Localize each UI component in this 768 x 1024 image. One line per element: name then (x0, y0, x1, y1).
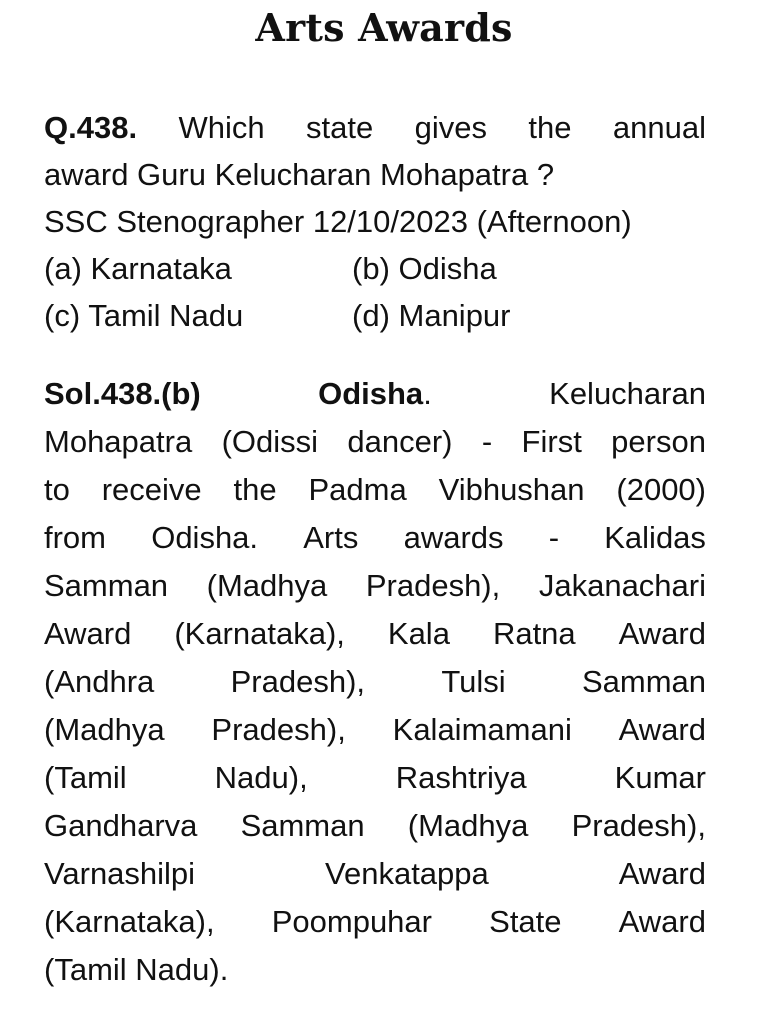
solution-word: Nadu), (214, 760, 308, 795)
solution-line (44, 514, 706, 562)
solution-line (44, 850, 706, 898)
solution-word: from (44, 520, 106, 555)
solution-word: Award (618, 712, 706, 747)
solution-last-text: (Tamil Nadu). (44, 952, 229, 987)
solution-word: Samman (240, 808, 365, 843)
solution-line (44, 466, 706, 514)
solution-label: Sol.438.(b) (44, 376, 201, 411)
solution-line (44, 754, 706, 802)
solution-word: Ratna (492, 616, 576, 651)
solution-word: Gandharva (44, 808, 198, 843)
solution-line (44, 802, 706, 850)
solution-word: Poompuhar (271, 904, 432, 939)
solution-word: (Tamil (44, 760, 127, 795)
solution-word: dancer) (347, 424, 453, 459)
solution-word: Samman (44, 568, 169, 603)
solution-word: Padma (308, 472, 407, 507)
solution-body (44, 418, 706, 946)
solution-line (44, 706, 706, 754)
solution-word: Pradesh), (230, 664, 366, 699)
solution-word: Pradesh), (365, 568, 501, 603)
solution-line (44, 418, 706, 466)
options-row-1 (44, 245, 734, 292)
solution-word: Mohapatra (44, 424, 193, 459)
solution-word: Venkatappa (325, 856, 489, 891)
solution-word: Kala (387, 616, 450, 651)
question-line-2: award Guru Kelucharan Mohapatra ? (44, 157, 555, 192)
solution-line (44, 370, 706, 418)
solution-line (44, 610, 706, 658)
solution-word: Pradesh), (571, 808, 706, 843)
solution-word: Tulsi (441, 664, 506, 699)
solution-word: (2000) (616, 472, 706, 507)
solution-word: First (521, 424, 582, 459)
solution-answer: Odisha. (318, 376, 432, 411)
question-block (44, 104, 706, 245)
question-line-1 (44, 104, 706, 151)
solution-word: Award (618, 616, 706, 651)
solution-word: Rashtriya (395, 760, 527, 795)
option-a: (a) Karnataka (44, 251, 232, 286)
solution-word: - (481, 424, 493, 459)
solution-word: Odisha. (151, 520, 259, 555)
solution-line (44, 562, 706, 610)
solution-word: Award (618, 904, 706, 939)
solution-block (44, 370, 706, 994)
solution-word: Pradesh), (211, 712, 346, 747)
solution-word: (Madhya (44, 712, 165, 747)
solution-word: Kalidas (604, 520, 706, 555)
solution-word: (Madhya (407, 808, 529, 843)
options-block (44, 245, 734, 339)
solution-word: (Karnataka), (44, 904, 215, 939)
solution-word: awards (403, 520, 504, 555)
solution-word: receive (101, 472, 202, 507)
solution-word: the (233, 472, 277, 507)
solution-word: person (611, 424, 706, 459)
options-row-2 (44, 292, 734, 339)
solution-word: Award (618, 856, 706, 891)
solution-word: State (489, 904, 562, 939)
solution-word: (Karnataka), (174, 616, 345, 651)
option-b: (b) Odisha (352, 251, 497, 286)
solution-word: Kalaimamani (392, 712, 572, 747)
solution-word: (Andhra (44, 664, 155, 699)
solution-word: Arts (303, 520, 359, 555)
solution-word: Varnashilpi (44, 856, 196, 891)
question-number: Q.438. (44, 110, 138, 145)
solution-word: Vibhushan (438, 472, 585, 507)
question-source: SSC Stenographer 12/10/2023 (Afternoon) (44, 204, 632, 239)
question-word: Which (178, 110, 265, 145)
solution-last-line (44, 946, 706, 994)
solution-word: Kelucharan (549, 376, 706, 411)
question-word: state (305, 110, 374, 145)
solution-word: Jakanachari (538, 568, 706, 603)
solution-word: to (44, 472, 70, 507)
solution-word: Kumar (614, 760, 706, 795)
question-word: the (528, 110, 572, 145)
option-c: (c) Tamil Nadu (44, 298, 244, 333)
solution-line (44, 898, 706, 946)
option-d: (d) Manipur (352, 298, 511, 333)
solution-word: (Odissi (221, 424, 319, 459)
page-title: Arts Awards (255, 5, 513, 50)
solution-line (44, 658, 706, 706)
solution-word: (Madhya (206, 568, 328, 603)
question-word: gives (414, 110, 487, 145)
solution-word: Samman (581, 664, 706, 699)
solution-word: Award (44, 616, 132, 651)
question-word: annual (612, 110, 706, 145)
solution-word: - (548, 520, 560, 555)
